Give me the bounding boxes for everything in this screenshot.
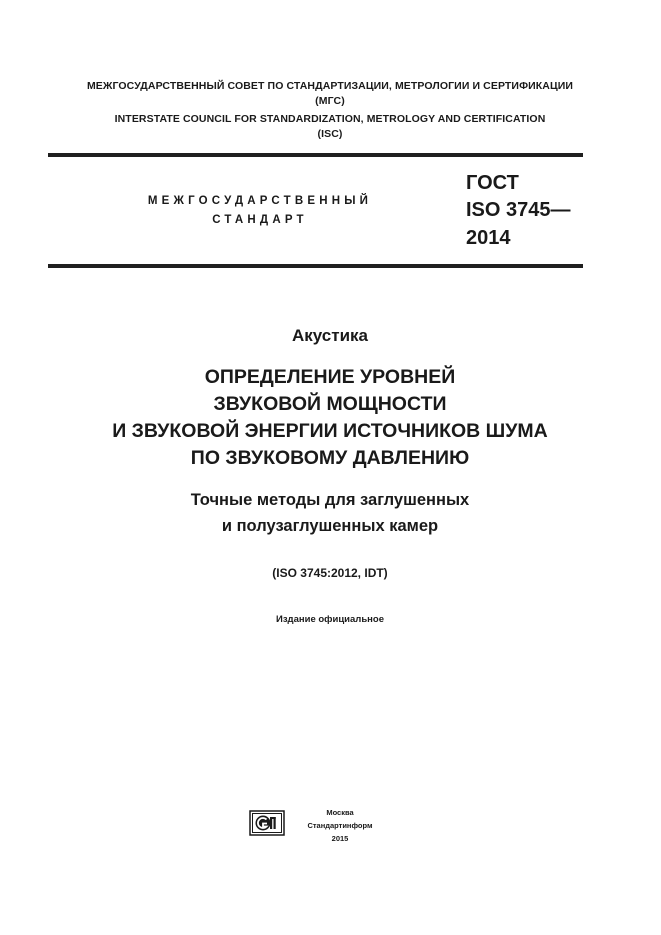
council-name-en [30, 112, 630, 142]
publisher-name: Стандартинформ [307, 821, 373, 830]
subject-heading: Акустика [291, 326, 368, 345]
council-abbr-ru: (МГС) [315, 95, 345, 107]
iso-equivalence: (ISO 3745:2012, IDT) [272, 566, 388, 580]
top-divider [48, 153, 583, 157]
council-name-ru [30, 79, 630, 109]
subtitle-line: Точные методы для заглушенных [190, 491, 470, 509]
title-line: ПО ЗВУКОВОМУ ДАВЛЕНИЮ [190, 447, 470, 469]
standard-type-line1: МЕЖГОСУДАРСТВЕННЫЙ [147, 195, 373, 207]
title-line: ОПРЕДЕЛЕНИЕ УРОВНЕЙ [204, 366, 456, 388]
publication-year: 2015 [331, 834, 349, 843]
edition-note: Издание официальное [276, 614, 384, 625]
standard-code-line3: 2014 [466, 227, 511, 249]
publisher-city: Москва [326, 808, 354, 817]
council-name-ru-line1: МЕЖГОСУДАРСТВЕННЫЙ СОВЕТ ПО СТАНДАРТИЗАЦИИ, МЕТРОЛОГИИ И СЕРТИФИКАЦИИ [86, 80, 574, 92]
council-abbr-en: (ISC) [317, 128, 343, 140]
council-name-en-line1: INTERSTATE COUNCIL FOR STANDARDIZATION, METROLOGY AND CERTIFICATION [114, 113, 546, 125]
document-subtitle [30, 487, 630, 539]
subtitle-line: и полузаглушенных камер [221, 517, 439, 535]
bottom-divider [48, 264, 583, 268]
title-line: И ЗВУКОВОЙ ЭНЕРГИИ ИСТОЧНИКОВ ШУМА [112, 420, 548, 442]
document-title [30, 364, 630, 472]
standard-code-line2: ISO 3745— [466, 199, 571, 221]
standard-type-line2: СТАНДАРТ [212, 214, 308, 226]
publisher-block [292, 806, 388, 845]
standartinform-logo-icon [249, 810, 285, 836]
logo-graphic [249, 810, 285, 836]
title-line: ЗВУКОВОЙ МОЩНОСТИ [213, 393, 447, 415]
standard-code-line1: ГОСТ [466, 172, 519, 194]
